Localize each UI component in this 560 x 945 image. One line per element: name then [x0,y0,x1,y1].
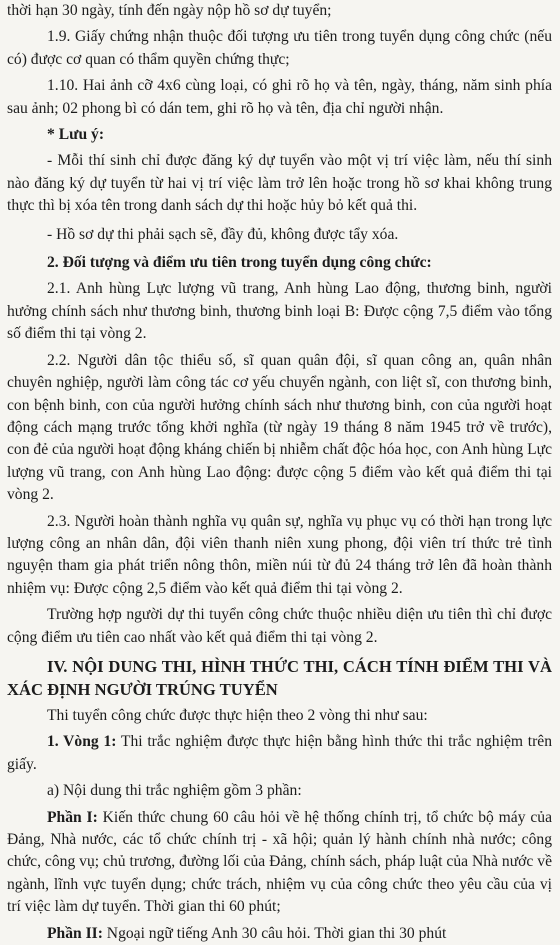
round-1-text: Thi trắc nghiệm được thực hiện bằng hình thức thi trắc nghiệm trên giấy. [7,733,552,773]
rounds-intro: Thi tuyển công chức được thực hiện theo 2 vòng thi như sau: [47,706,428,724]
note-heading: * Lưu ý: [47,126,105,144]
note-2: - Hồ sơ dự thi phải sạch sẽ, đầy đủ, không được tẩy xóa. [47,225,399,243]
part-2-text: Ngoại ngữ tiếng Anh 30 câu hỏi. Thời gian thi 30 phút [102,924,447,942]
item-2-3: 2.3. Người hoàn thành nghĩa vụ quân sự, nghĩa vụ phục vụ có thời hạn trong lực lượng công an nhân dân, đội viên thanh niên xung phong, đội viên trí thức trẻ tình nguyện tham gia phát triển nông thôn, miền núi từ đủ 24 tháng trở lên đã hoàn thành nhiệm vụ: Được cộng 2,5 điểm vào kết quả điểm thi tại vòng 2. [7,512,552,597]
priority-note: Trường hợp người dự thi tuyển công chức thuộc nhiều diện ưu tiên thì chỉ được cộng điểm ưu tiên cao nhất vào kết quả điểm thi tại vòng 2. [7,606,552,646]
section-2-heading: 2. Đối tượng và điểm ưu tiên trong tuyển dụng công chức: [47,254,432,272]
round-1-paragraph [7,731,552,776]
item-2-1: 2.1. Anh hùng Lực lượng vũ trang, Anh hùng Lao động, thương binh, người hưởng chính sách như thương binh, thương binh loại B: Được cộng 7,5 điểm vào tổng số điểm thi tại vòng 2. [7,280,552,343]
item-1-10: 1.10. Hai ảnh cỡ 4x6 cùng loại, có ghi rõ họ và tên, ngày, tháng, năm sinh phía sau ảnh; 02 phong bì có dán tem, ghi rõ họ và tên, địa chỉ người nhận. [7,77,552,117]
part-1-label: Phần I: [47,808,98,826]
item-1-9: 1.9. Giấy chứng nhận thuộc đối tượng ưu tiên trong tuyển dụng công chức (nếu có) được cơ quan có thẩm quyền chứng thực; [7,28,552,68]
round-1-label: 1. Vòng 1: [47,733,117,751]
part-1-paragraph [7,807,552,919]
part-2-label: Phần II: [47,924,103,942]
note-1: - Mỗi thí sinh chỉ được đăng ký dự tuyển vào một vị trí việc làm, nếu thí sinh nào đăng ký dự tuyển từ hai vị trí việc làm trở lên hoặc trong hồ sơ khai không trung thực thì bị xóa tên trong danh sách dự thi hoặc hủy bỏ kết quả thi. [7,152,552,215]
content-a: a) Nội dung thi trắc nghiệm gồm 3 phần: [47,782,302,800]
part-1-text: Kiến thức chung 60 câu hỏi về hệ thống chính trị, tổ chức bộ máy của Đảng, Nhà nước, các tổ chức chính trị - xã hội; quản lý hành chính nhà nước; công chức, công vụ; chủ trương, đường lối của Đảng, chính sách, pháp luật của Nhà nước về ngành, lĩnh vực tuyển dụng; chức trách, nhiệm vụ của công chức theo yêu cầu của vị trí việc làm dự tuyển. Thời gian thi 60 phút; [7,808,552,916]
part-2-paragraph [7,923,552,945]
text-line-top: thời hạn 30 ngày, tính đến ngày nộp hồ sơ dự tuyển; [7,2,332,19]
item-2-2: 2.2. Người dân tộc thiểu số, sĩ quan quân đội, sĩ quan công an, quân nhân chuyên nghiệp, người làm công tác cơ yếu chuyển ngành, con liệt sĩ, con thương binh, con bệnh binh, con của người hưởng chính sách như thương binh, con của người hoạt động cách mạng trước tổng khởi nghĩa (từ ngày 19 tháng 8 năm 1945 trở về trước), con đẻ của người hoạt động kháng chiến bị nhiễm chất độc hóa học, con Anh hùng Lực lượng vũ trang, con Anh hùng Lao động: được cộng 5 điểm vào kết quả điểm thi tại vòng 2. [7,351,552,504]
section-IV-heading: IV. NỘI DUNG THI, HÌNH THỨC THI, CÁCH TÍNH ĐIỂM THI VÀ XÁC ĐỊNH NGƯỜI TRÚNG TUYỂN [7,656,552,699]
